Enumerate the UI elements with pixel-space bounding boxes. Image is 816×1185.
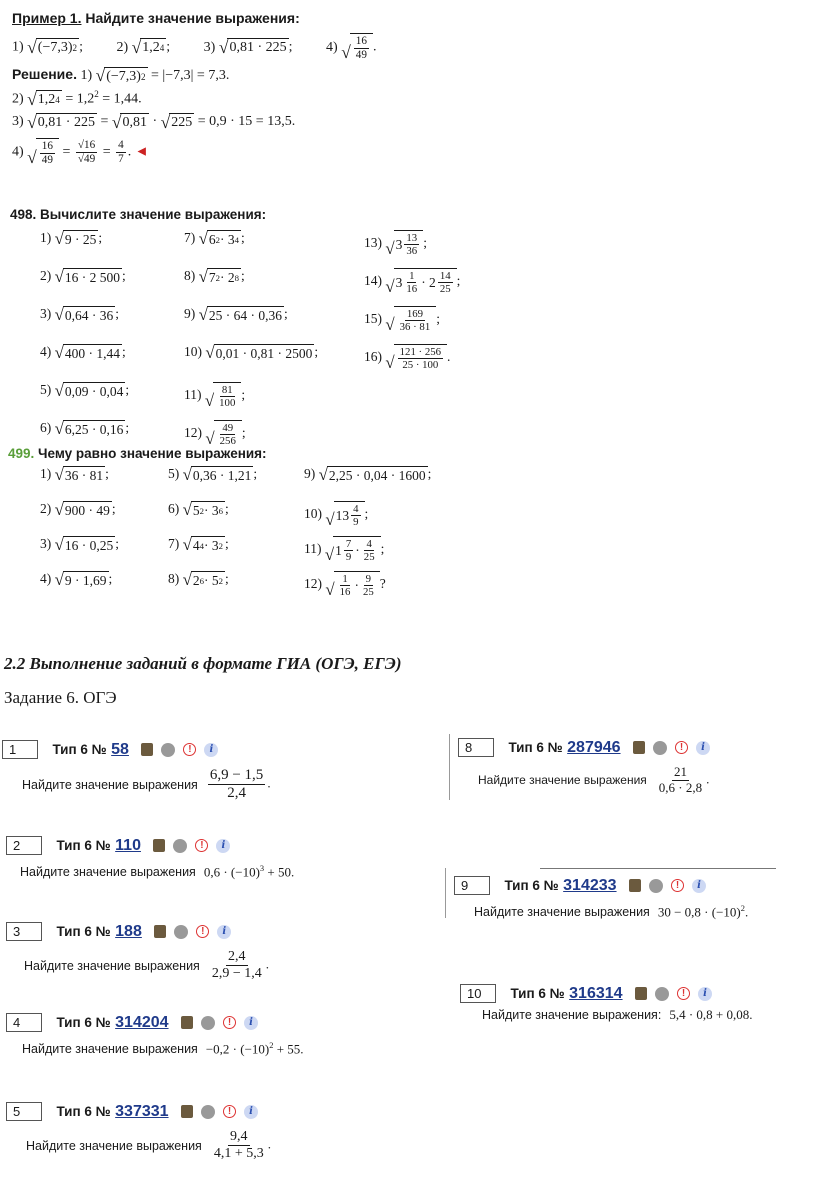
task-number: 5 <box>6 1102 42 1121</box>
status-dot-icon <box>161 743 175 757</box>
task-type: Тип 6 № <box>508 740 563 755</box>
task-type: Тип 6 № <box>510 986 565 1001</box>
status-dot-icon <box>173 839 187 853</box>
task-text: Найдите значение выражения: <box>482 1008 662 1022</box>
task-id-link[interactable]: 188 <box>115 923 142 940</box>
task-number: 9 <box>454 876 490 895</box>
ex499-header <box>8 446 267 461</box>
report-error-icon[interactable]: ! <box>675 741 688 754</box>
task-text: Найдите значение выражения <box>24 958 200 973</box>
clipboard-icon[interactable] <box>633 741 645 754</box>
ex499-prompt: Чему равно значение выражения: <box>38 446 267 461</box>
task-card-5: 5 Тип 6 № 337331 ! i Найдите значение выражения $\frac{9,4}{4,1 + 5,3}$ . <box>6 1102 271 1162</box>
task-number: 3 <box>6 922 42 941</box>
task-number: 1 <box>2 740 38 759</box>
task-type: Тип 6 № <box>52 742 107 757</box>
report-error-icon[interactable]: ! <box>195 839 208 852</box>
solution-line-3: 3) √ 0,81 · 225 = √ 0,81 · √ 225 = 0,9 · 15 = 13,5. <box>12 111 296 132</box>
example-prompt: Найдите значение выражения: <box>85 10 300 26</box>
task-id-link[interactable]: 287946 <box>567 739 621 756</box>
ex499-col2: 5) √ 0,36 · 1,21 ; 6) √ 5 2 · 3 6 ; 7) √ 4 4 · 3 2 ; 8) √ 2 6 · 5 2 ; <box>168 465 258 590</box>
info-icon[interactable]: i <box>216 839 230 853</box>
task-id-link[interactable]: 314204 <box>115 1014 169 1031</box>
task-number: 8 <box>458 738 494 757</box>
example-title: Пример 1. <box>12 10 82 26</box>
ex498-col1: 1) √ 9 · 25 ; 2) √ 16 · 2 500 ; 3) √ 0,64 · 36 ; 4) √ 400 · 1,44 ; 5) √ 0,09 · 0,04 ; 6) √ 6,25 · 0,16 ; <box>40 229 130 439</box>
ex499-number: 499. <box>8 446 35 461</box>
info-icon[interactable]: i <box>217 925 231 939</box>
info-icon[interactable]: i <box>204 743 218 757</box>
task-text: Найдите значение выражения <box>20 864 196 879</box>
task-type: Тип 6 № <box>56 924 111 939</box>
status-dot-icon <box>201 1105 215 1119</box>
task-card-9: 9 Тип 6 № 314233 ! i Найдите значение выражения $30 - 0,8 \cdot (-10)^2$. <box>454 876 748 920</box>
task-type: Тип 6 № <box>504 878 559 893</box>
info-icon[interactable]: i <box>244 1105 258 1119</box>
section-subheading: Задание 6. ОГЭ <box>4 688 117 707</box>
solution-line-2: 2) √ 1,2 4 = $1,2^2 = 1,44$. <box>12 88 142 109</box>
example-items: 1) √ (−7,3) 2 ; 2) √ 1,2 4 ; 3) √ 0,81 · 225 ; 4) √ $\frac{16}{49}$ . <box>12 35 377 63</box>
task-text: Найдите значение выражения <box>26 1138 202 1153</box>
task-id-link[interactable]: 58 <box>111 741 129 758</box>
task-id-link[interactable]: 110 <box>115 837 141 854</box>
task-card-10: 10 Тип 6 № 316314 ! i Найдите значение выражения: 5,4 · 0,8 + 0,08. <box>460 984 752 1023</box>
divider <box>540 868 776 869</box>
status-dot-icon <box>174 925 188 939</box>
solution-line-1: Решение. 1) √ (−7,3) 2 = |−7,3| = 7,3. <box>12 65 230 86</box>
task-id-link[interactable]: 316314 <box>569 985 623 1002</box>
report-error-icon[interactable]: ! <box>196 925 209 938</box>
report-error-icon[interactable]: ! <box>223 1016 236 1029</box>
task-card-4: 4 Тип 6 № 314204 ! i Найдите значение выражения $-0,2 \cdot (-10)^2 + 55$. <box>6 1013 304 1057</box>
info-icon[interactable]: i <box>692 879 706 893</box>
task-id-link[interactable]: 314233 <box>563 877 617 894</box>
ex498-col3: 13) √ 3 $\frac{13}{36}$ ; 14) √ 3 $\frac{1}{16}$ · 2 $\frac{14}{25}$ ; 15) √ $\frac{169}{36 \cdot 81}$ ; 16) √ $\frac{121 \cdot 256}{25 \cdot 100}$ . <box>364 232 461 372</box>
task-type: Тип 6 № <box>56 1104 111 1119</box>
report-error-icon[interactable]: ! <box>183 743 196 756</box>
solution-line-4: 4) √ $\frac{16}{49}$ = $\frac{√16}{√49}$ = $\frac{4}{7}$ . ◄ <box>12 139 149 168</box>
clipboard-icon[interactable] <box>635 987 647 1000</box>
clipboard-icon[interactable] <box>629 879 641 892</box>
status-dot-icon <box>201 1016 215 1030</box>
clipboard-icon[interactable] <box>154 925 166 938</box>
report-error-icon[interactable]: ! <box>671 879 684 892</box>
info-icon[interactable]: i <box>696 741 710 755</box>
task-text: Найдите значение выражения <box>478 773 647 788</box>
divider <box>445 868 446 918</box>
clipboard-icon[interactable] <box>181 1105 193 1118</box>
report-error-icon[interactable]: ! <box>677 987 690 1000</box>
section-heading: 2.2 Выполнение заданий в формате ГИА (ОГЭ, ЕГЭ) <box>4 654 402 673</box>
clipboard-icon[interactable] <box>181 1016 193 1029</box>
task-number: 2 <box>6 836 42 855</box>
ex499-col1: 1) √ 36 · 81 ; 2) √ 900 · 49 ; 3) √ 16 · 0,25 ; 4) √ 9 · 1,69 ; <box>40 465 120 590</box>
report-error-icon[interactable]: ! <box>223 1105 236 1118</box>
status-dot-icon <box>653 741 667 755</box>
task-text: Найдите значение выражения <box>474 904 650 919</box>
task-text: Найдите значение выражения <box>22 777 198 792</box>
info-icon[interactable]: i <box>698 987 712 1001</box>
example-header <box>12 10 300 26</box>
task-number: 10 <box>460 984 496 1003</box>
task-type: Тип 6 № <box>56 1015 111 1030</box>
ex498-header <box>10 207 266 222</box>
ex498-col2: 7) √ 6 2 · 3 4 ; 8) √ 7 2 · 2 8 ; 9) √ 25 · 64 · 0,36 ; 10) √ 0,01 · 0,81 · 2500 ; 11) √ $\frac{81}{100}$ ; 12) √ $\frac{49}{256}$ ; <box>184 229 319 448</box>
status-dot-icon <box>655 987 669 1001</box>
task-type: Тип 6 № <box>56 838 111 853</box>
task-card-8: 8 Тип 6 № 287946 ! i Найдите значение выражения $\frac{21}{0,6 \cdot 2,8}$ . <box>458 738 710 796</box>
solution-label: Решение. <box>12 66 77 82</box>
divider <box>449 734 450 800</box>
ex499-col3: 9) √ 2,25 · 0,04 · 1600 ; 10) √ 13 $\frac{4}{9}$ ; 11) √ 1 $\frac{7}{9}$ · $\frac{4}{25}$ ; 12) √ $\frac{1}{16}$ · $\frac{9}{25}$ ? <box>304 465 432 599</box>
clipboard-icon[interactable] <box>141 743 153 756</box>
ex498-prompt: Вычислите значение выражения: <box>40 207 267 222</box>
task-card-3: 3 Тип 6 № 188 ! i Найдите значение выражения $\frac{2,4}{2,9 - 1,4}$ . <box>6 922 269 982</box>
status-dot-icon <box>649 879 663 893</box>
task-number: 4 <box>6 1013 42 1032</box>
info-icon[interactable]: i <box>244 1016 258 1030</box>
task-card-2: 2 Тип 6 № 110 ! i Найдите значение выражения $0,6 \cdot (-10)^3 + 50$. <box>6 836 294 880</box>
ex498-number: 498. <box>10 207 37 222</box>
clipboard-icon[interactable] <box>153 839 165 852</box>
task-text: Найдите значение выражения <box>22 1041 198 1056</box>
task-id-link[interactable]: 337331 <box>115 1103 169 1120</box>
task-card-1: 1 Тип 6 № 58 ! i Найдите значение выражения $\frac{6,9 - 1,5}{2,4}$ . <box>2 740 271 803</box>
